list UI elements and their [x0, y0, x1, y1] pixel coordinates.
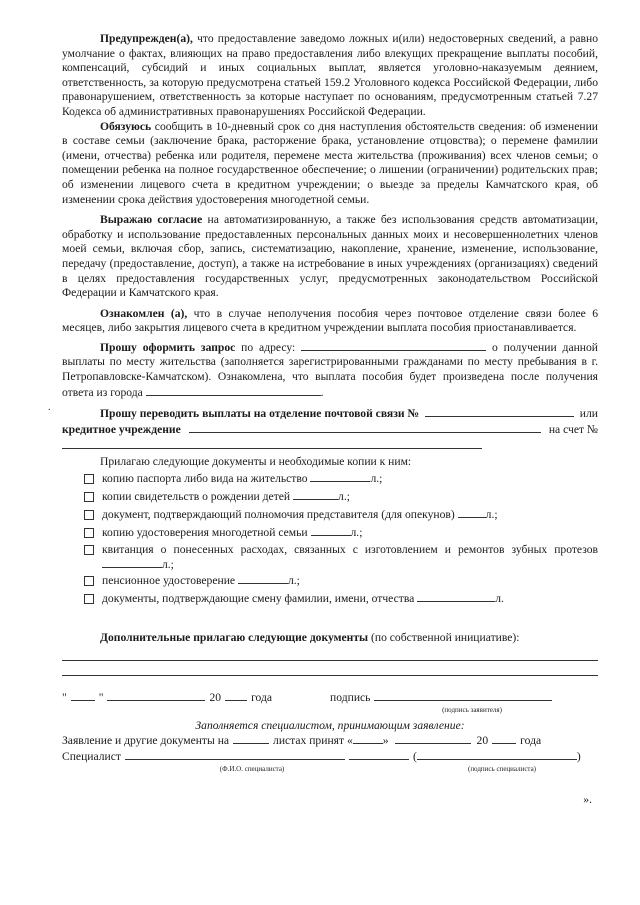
accepted-quote: »	[382, 734, 389, 748]
consent-lead: Выражаю согласие	[100, 213, 203, 227]
attach-item	[84, 524, 598, 542]
sheets-field[interactable]	[233, 733, 269, 744]
checkbox[interactable]	[84, 510, 94, 520]
attach-item-suffix: л.	[495, 592, 504, 606]
attach-item	[84, 488, 598, 506]
attach-item-label: пенсионное удостоверение	[102, 574, 236, 588]
year-label: года	[251, 691, 273, 705]
attach-item-label: копию удостоверения многодетной семьи	[102, 526, 308, 540]
informed-lead: Ознакомлен (а),	[100, 306, 188, 320]
transfer-row-3	[62, 438, 598, 449]
quote-open: "	[62, 691, 67, 705]
account-label: на счет №	[548, 423, 598, 437]
pages-field[interactable]	[310, 471, 370, 482]
additional-line[interactable]	[62, 661, 598, 676]
applicant-caption: (подпись заявителя)	[442, 706, 502, 715]
application-form	[62, 32, 598, 807]
checkbox[interactable]	[84, 492, 94, 502]
checkbox[interactable]	[84, 474, 94, 484]
attachments	[62, 454, 598, 608]
address-field[interactable]	[301, 340, 486, 351]
oblige-paragraph	[62, 120, 598, 208]
attach-item-suffix: л.;	[485, 508, 498, 522]
paren-open: (	[412, 750, 417, 764]
informed-text: что в случае неполучения пособия через почтовое отделение связи более 6 месяцев, либо закрытия лицевого счета в кредитном учреждении выплата пособия приостанавливается.	[62, 306, 598, 335]
year-field[interactable]	[225, 690, 247, 701]
attach-item-label: копию паспорта либо вида на жительство	[102, 472, 308, 486]
paren-close: )	[576, 750, 581, 764]
accepted-label: Заявление и другие документы на	[62, 734, 230, 748]
request-t3: .	[320, 385, 324, 399]
specialist-row-2	[62, 749, 598, 765]
spec-month-field[interactable]	[395, 733, 471, 744]
attach-item-suffix: л.;	[350, 526, 363, 540]
signature-label: подпись	[330, 691, 371, 705]
pages-field[interactable]	[293, 489, 338, 500]
credit-field[interactable]	[189, 422, 541, 433]
spec-year-prefix: 20	[476, 734, 489, 748]
transfer-row-2	[62, 422, 598, 438]
attach-item-suffix: л.;	[370, 472, 383, 486]
account-field[interactable]	[62, 438, 482, 449]
specialist-heading: Заполняется специалистом, принимающим заявление:	[195, 719, 465, 733]
informed-paragraph	[62, 307, 598, 336]
pages-field[interactable]	[417, 591, 495, 602]
attach-item	[84, 590, 598, 608]
additional-heading	[62, 630, 598, 646]
additional-line[interactable]	[62, 646, 598, 661]
consent-text: на автоматизированную, а также без использования средств автоматизации, обработку и использование предоставленных персональных данных моих и несовершеннолетних членов моей семьи, включая сбор, запись, систематизацию, накопление, хранение, изменение, использование, передачу (предоставление, доступ), а также на истребование в иных учреждениях (организациях) сведений в целях предоставления государственных услуг, предусмотренных законодательством Российской Федерации и Камчатского края.	[62, 213, 598, 300]
specialist-sign-field[interactable]	[417, 749, 577, 760]
credit-label: кредитное учреждение	[62, 423, 181, 437]
additional-normal: (по собственной инициативе):	[368, 631, 520, 645]
attach-item-label: квитанция о понесенных расходах, связанных с изготовлением и ремонтов зубных протезов	[102, 543, 598, 557]
attach-item	[84, 572, 598, 590]
transfer-lead: Прошу переводить выплаты на отделение почтовой связи №	[100, 407, 420, 421]
checkbox[interactable]	[84, 545, 94, 555]
transfer-row-1	[62, 406, 598, 422]
attach-intro: Прилагаю следующие документы и необходимые копии к ним:	[100, 455, 412, 469]
specialist-captions	[62, 765, 598, 777]
spec-year-label: года	[520, 734, 542, 748]
sign-row	[62, 690, 598, 706]
signature-field[interactable]	[374, 690, 552, 701]
attach-item-suffix: л.;	[287, 574, 300, 588]
pages-field[interactable]	[458, 507, 486, 518]
request-paragraph	[62, 340, 598, 400]
transfer-block	[62, 406, 598, 449]
city-field[interactable]	[146, 385, 321, 396]
quote-close: "	[98, 691, 104, 705]
margin-mark: .	[48, 402, 51, 413]
checkbox[interactable]	[84, 594, 94, 604]
specialist-label: Специалист	[62, 750, 121, 764]
specialist-row-1	[62, 733, 598, 749]
specialist-extra-field[interactable]	[349, 749, 409, 760]
pages-field[interactable]	[102, 557, 162, 568]
footer-mark: ».	[583, 793, 592, 807]
attach-item	[84, 470, 598, 488]
request-t1: по адресу:	[235, 340, 302, 354]
attach-item-label: копии свидетельств о рождении детей	[102, 490, 291, 504]
fio-caption: (Ф.И.О. специалиста)	[219, 765, 285, 774]
checkbox[interactable]	[84, 576, 94, 586]
post-office-field[interactable]	[425, 406, 574, 417]
oblige-lead: Обязуюсь	[100, 119, 152, 133]
warned-lead: Предупрежден(а),	[100, 32, 193, 45]
specialist-name-field[interactable]	[125, 749, 345, 760]
attach-item	[84, 506, 598, 524]
checkbox[interactable]	[84, 528, 94, 538]
attach-item-label: документ, подтверждающий полномочия представителя (для опекунов)	[102, 508, 455, 522]
spec-sign-caption: (подпись специалиста)	[467, 765, 537, 774]
transfer-or: или	[579, 407, 598, 421]
year-prefix: 20	[209, 691, 222, 705]
request-t2: о получении данной выплаты по месту жительства (заполняется зарегистрированными гражданами по месту пребывания в г. Петропавловске-Камчатском). Ознакомлена, что выплата пособия будет произведена после получения ответа из города	[62, 340, 598, 399]
warned-text: что предоставление заведомо ложных и(или) недостоверных сведений, а равно умолчание о фактах, влияющих на право предоставления либо влекущих прекращение выплаты пособий, компенсаций, субсидий и иных социальных выплат, является уголовно-наказуемым деянием, ответственность, за которую предусмотрена статьей 159.2 Уголовного кодекса Российской Федерации, либо правонарушением, ответственность за которые наступает по основаниям, предусмотренным статьей 7.27 Кодекса об административных правонарушениях Российской Федерации.	[62, 32, 598, 118]
attach-item-suffix: л.;	[338, 490, 350, 504]
month-field[interactable]	[107, 690, 205, 701]
attach-item	[84, 542, 598, 572]
request-lead: Прошу оформить запрос	[100, 340, 236, 354]
warned-paragraph	[62, 32, 598, 120]
attach-item-label: документы, подтверждающие смену фамилии, имени, отчества	[102, 592, 415, 606]
pages-field[interactable]	[311, 525, 351, 536]
spec-day-field[interactable]	[353, 733, 383, 744]
oblige-text: сообщить в 10-дневный срок со дня наступления обстоятельств сведения: об изменении в составе семьи (заключение брака, расторжение брака, установление отцовства); о перемене фамилии (имени, отчества) ребенка или родителя, перемене места жительства (проживания) всех членов семьи; о помещении ребенка на полное государственное обеспечение; о лишении (ограничении) родительских прав; об изменении лицевого счета в кредитном учреждении; о выезде за пределы Камчатского края, об изменении срока действия удостоверения многодетной семьи.	[62, 119, 598, 206]
day-field[interactable]	[71, 690, 95, 701]
accepted-label-2: листах принят «	[273, 734, 353, 748]
attach-item-suffix: л.;	[162, 558, 174, 572]
pages-field[interactable]	[238, 573, 288, 584]
additional-bold: Дополнительные прилагаю следующие документы	[100, 631, 369, 645]
spec-year-field[interactable]	[492, 733, 516, 744]
consent-paragraph	[62, 213, 598, 301]
